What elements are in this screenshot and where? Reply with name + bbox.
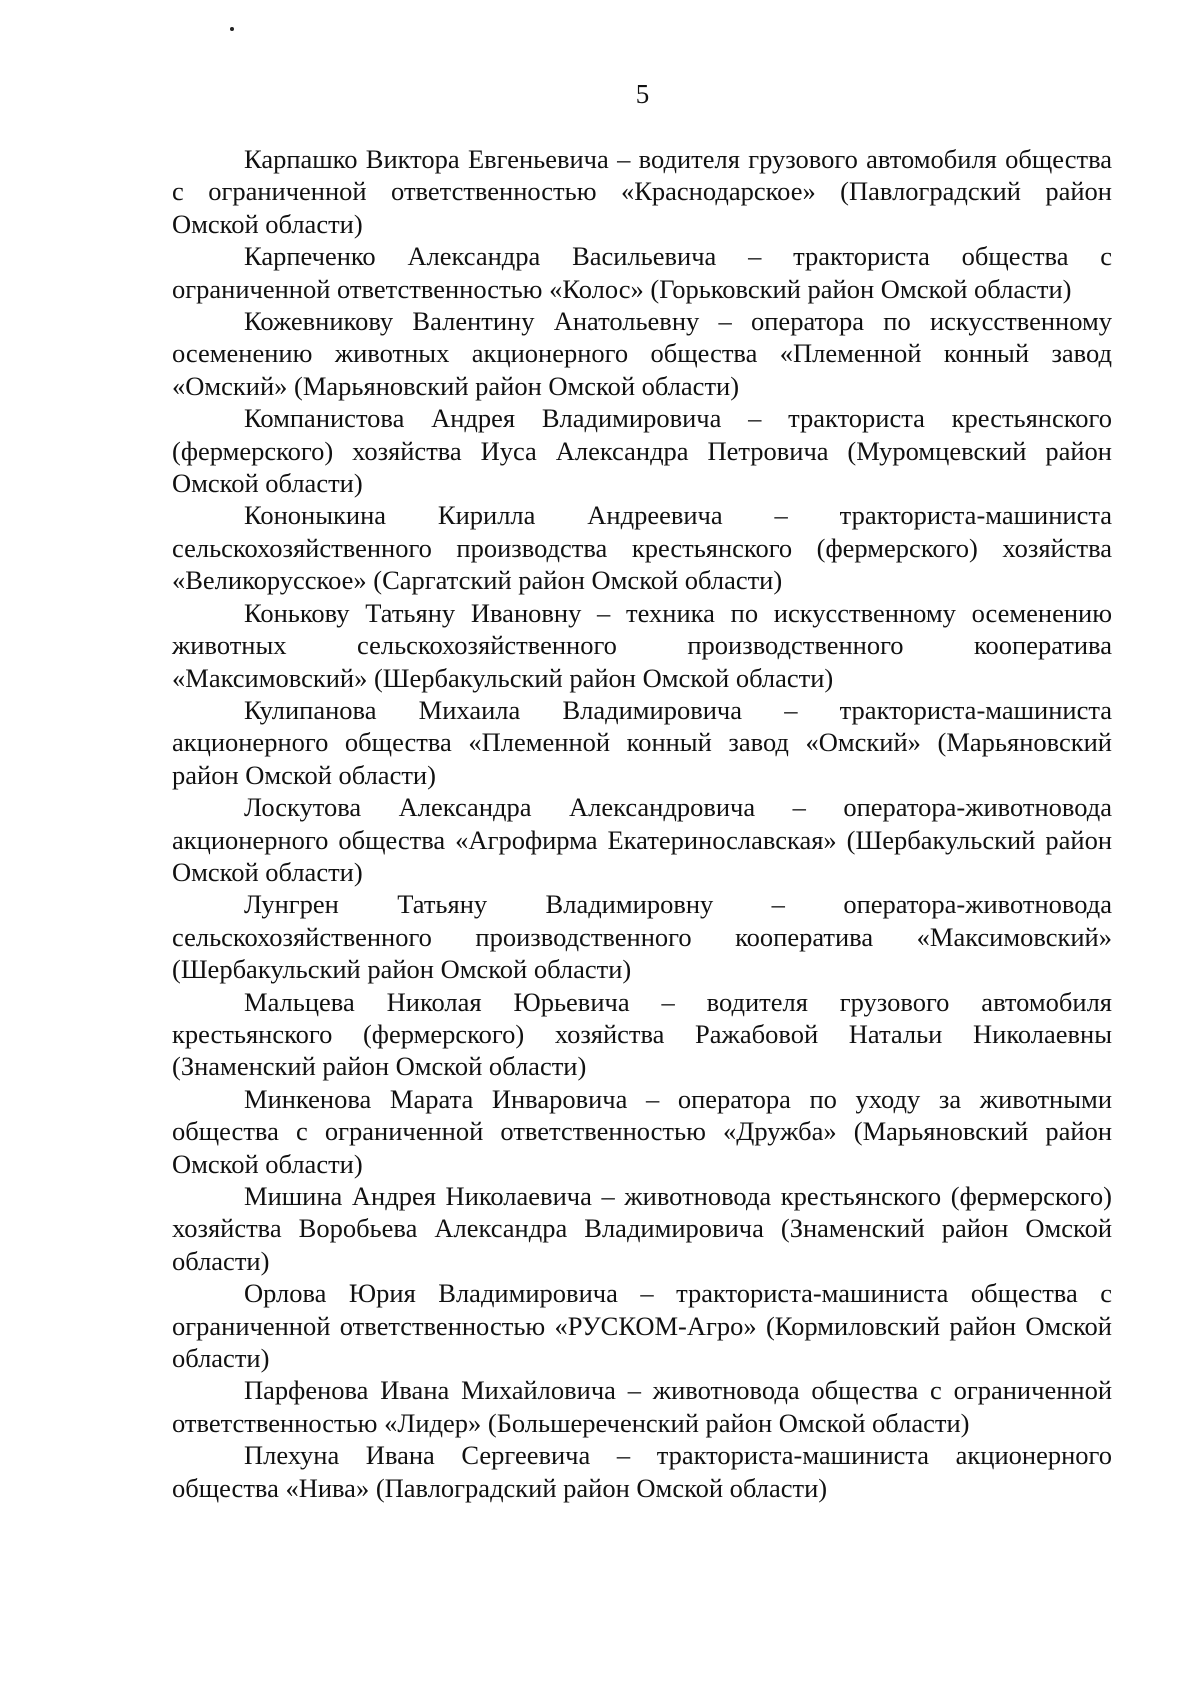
list-item: Плехуна Ивана Сергеевича – тракториста-машиниста акционерного общества «Нива» (Павлоградский район Омской области) <box>172 1440 1112 1503</box>
list-item: Кононыкина Кирилла Андреевича – тракториста-машиниста сельскохозяйственного производства крестьянского (фермерского) хозяйства «Великорусское» (Саргатский район Омской области) <box>172 500 1112 596</box>
list-item: Компанистова Андрея Владимировича – тракториста крестьянского (фермерского) хозяйства Иуса Александра Петровича (Муромцевский район Омской области) <box>172 403 1112 499</box>
list-item: Парфенова Ивана Михайловича – животновода общества с ограниченной ответственностью «Лидер» (Большереченский район Омской области) <box>172 1375 1112 1438</box>
list-item: Минкенова Марата Инваровича – оператора по уходу за животными общества с ограниченной ответственностью «Дружба» (Марьяновский район Омской области) <box>172 1083 1112 1179</box>
list-item: Конькову Татьяну Ивановну – техника по искусственному осеменению животных сельскохозяйственного производственного кооператива «Максимовский» (Шербакульский район Омской области) <box>172 597 1112 693</box>
list-item: Лунгрен Татьяну Владимировну – оператора-животновода сельскохозяйственного производственного кооператива «Максимовский» (Шербакульский район Омской области) <box>172 889 1112 985</box>
list-item: Орлова Юрия Владимировича – тракториста-машиниста общества с ограниченной ответственностью «РУСКОМ-Агро» (Кормиловский район Омской области) <box>172 1278 1112 1374</box>
scan-speck <box>230 27 234 31</box>
list-item: Карпашко Виктора Евгеньевича – водителя грузового автомобиля общества с ограниченной ответственностью «Краснодарское» (Павлоградский район Омской области) <box>172 144 1112 239</box>
list-item: Карпеченко Александра Васильевича – тракториста общества с ограниченной ответственностью «Колос» (Горьковский район Омской области) <box>172 241 1112 304</box>
document-body <box>172 143 1112 1504</box>
list-item: Кожевникову Валентину Анатольевну – оператора по искусственному осеменению животных акционерного общества «Племенной конный завод «Омский» (Марьяновский район Омской области) <box>172 306 1112 401</box>
list-item: Кулипанова Михаила Владимировича – тракториста-машиниста акционерного общества «Племенной конный завод «Омский» (Марьяновский район Омской области) <box>172 694 1112 790</box>
list-item: Мишина Андрея Николаевича – животновода крестьянского (фермерского) хозяйства Воробьева Александра Владимировича (Знаменский район Омской области) <box>172 1181 1112 1276</box>
list-item: Лоскутова Александра Александровича – оператора-животновода акционерного общества «Агрофирма Екатеринославская» (Шербакульский район Омской области) <box>172 792 1112 887</box>
page-number: 5 <box>635 79 650 109</box>
list-item: Мальцева Николая Юрьевича – водителя грузового автомобиля крестьянского (фермерского) хозяйства Ражабовой Натальи Николаевны (Знаменский район Омской области) <box>172 986 1112 1082</box>
